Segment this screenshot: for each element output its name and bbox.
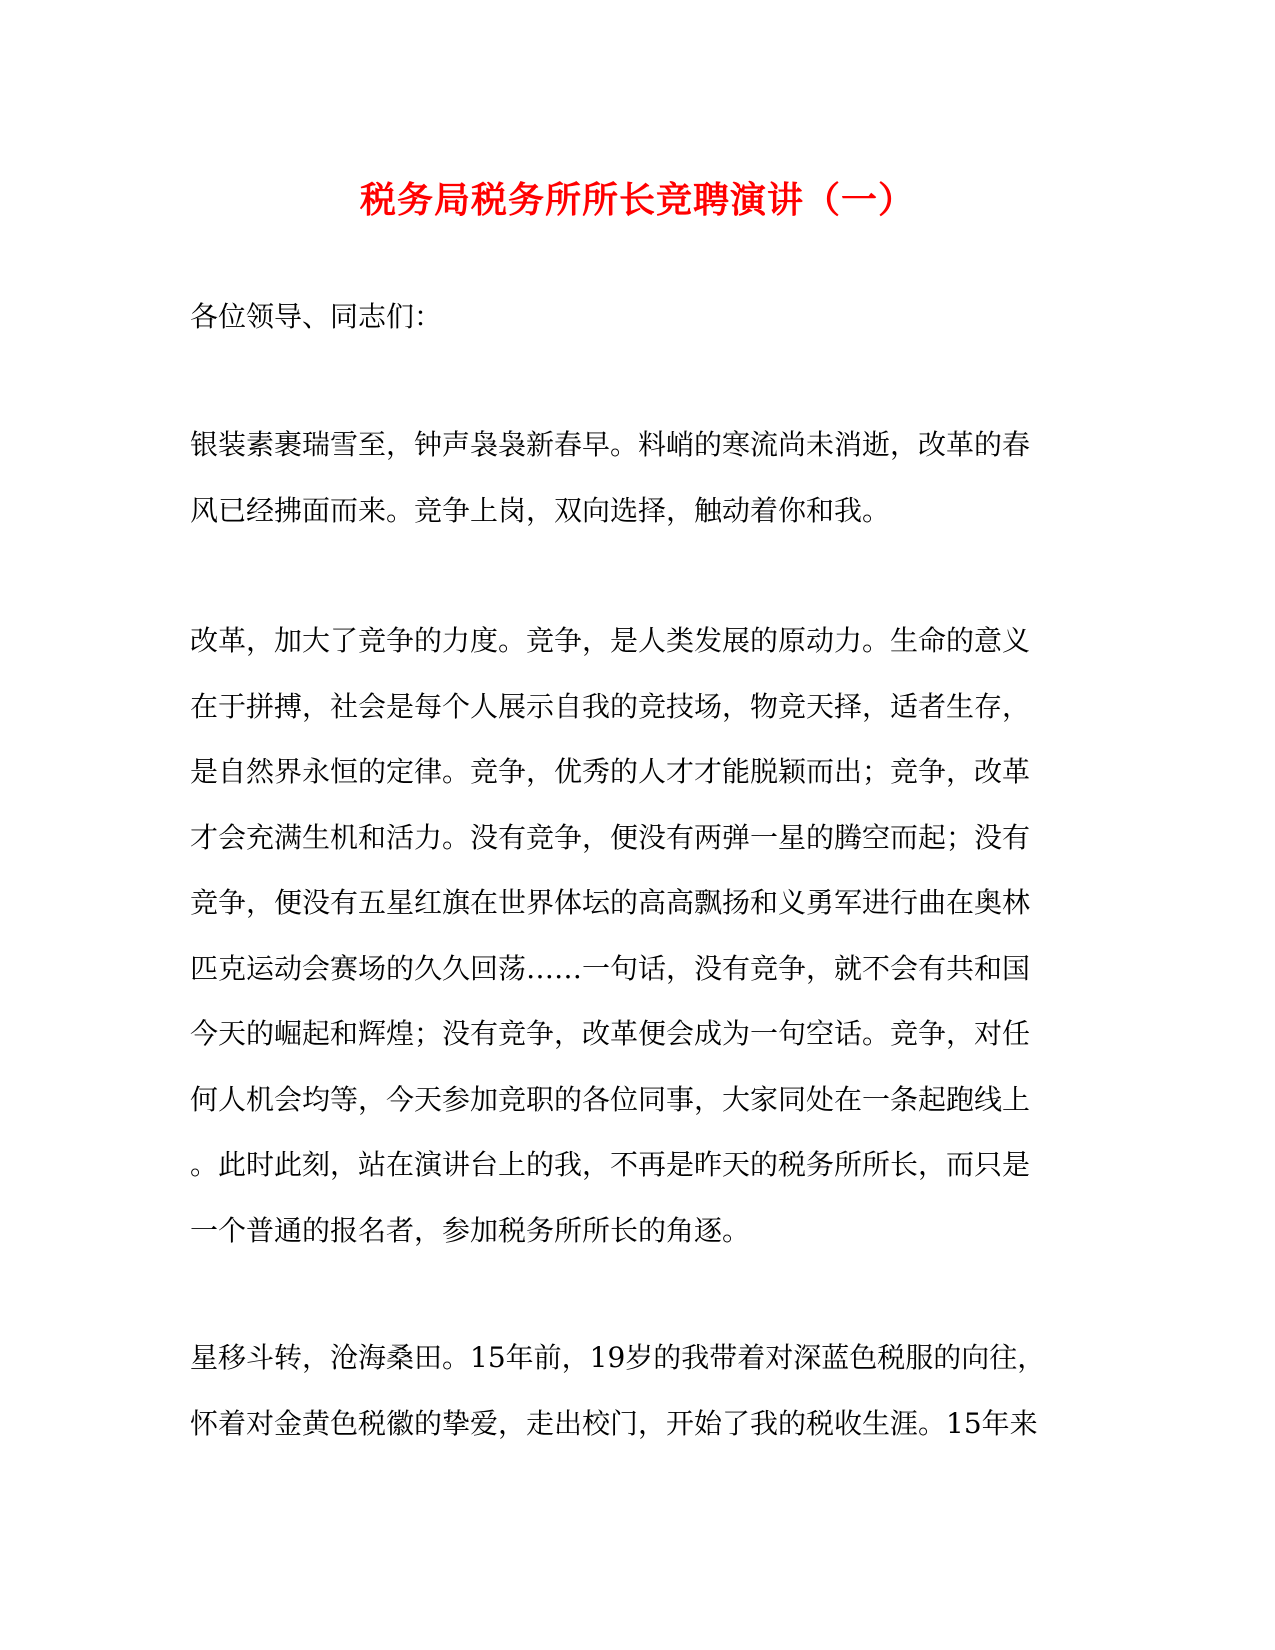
paragraph-line: 才会充满生机和活力。没有竞争，便没有两弹一星的腾空而起；没有 bbox=[190, 820, 1031, 854]
paragraph-line: 何人机会均等，今天参加竞职的各位同事，大家同处在一条起跑线上 bbox=[190, 1082, 1031, 1116]
document-title: 税务局税务所所长竞聘演讲（一） bbox=[359, 179, 915, 221]
paragraph-2 bbox=[190, 608, 1070, 1263]
salutation: 各位领导、同志们： bbox=[190, 300, 443, 333]
paragraph-line: 一个普通的报名者，参加税务所所长的角逐。 bbox=[190, 1213, 751, 1247]
paragraph-line: 风已经拂面而来。竞争上岗，双向选择，触动着你和我。 bbox=[190, 493, 891, 527]
paragraph-line: 竞争，便没有五星红旗在世界体坛的高高飘扬和义勇军进行曲在奥林 bbox=[190, 886, 1031, 919]
paragraph-line: 今天的崛起和辉煌；没有竞争，改革便会成为一句空话。竞争，对任 bbox=[190, 1017, 1031, 1050]
paragraph-line: 银装素裹瑞雪至，钟声袅袅新春早。料峭的寒流尚未消逝，改革的春 bbox=[190, 428, 1031, 461]
paragraph-3 bbox=[190, 1325, 1070, 1456]
paragraph-line: 匹克运动会赛场的久久回荡……一句话，没有竞争，就不会有共和国 bbox=[190, 951, 1031, 985]
paragraph-1 bbox=[190, 412, 1070, 543]
paragraph-line: 改革，加大了竞争的力度。竞争，是人类发展的原动力。生命的意义 bbox=[190, 624, 1031, 657]
paragraph-line: 在于拼搏，社会是每个人展示自我的竞技场，物竞天择，适者生存， bbox=[190, 689, 1031, 723]
paragraph-line: 星移斗转，沧海桑田。15年前，19岁的我带着对深蓝色税服的向往， bbox=[190, 1341, 1046, 1374]
paragraph-line: 怀着对金黄色税徽的挚爱，走出校门，开始了我的税收生涯。15年来 bbox=[190, 1406, 1038, 1440]
paragraph-line: 是自然界永恒的定律。竞争，优秀的人才才能脱颖而出；竞争，改革 bbox=[190, 755, 1031, 788]
paragraph-line: 。此时此刻，站在演讲台上的我，不再是昨天的税务所所长，而只是 bbox=[190, 1148, 1031, 1181]
